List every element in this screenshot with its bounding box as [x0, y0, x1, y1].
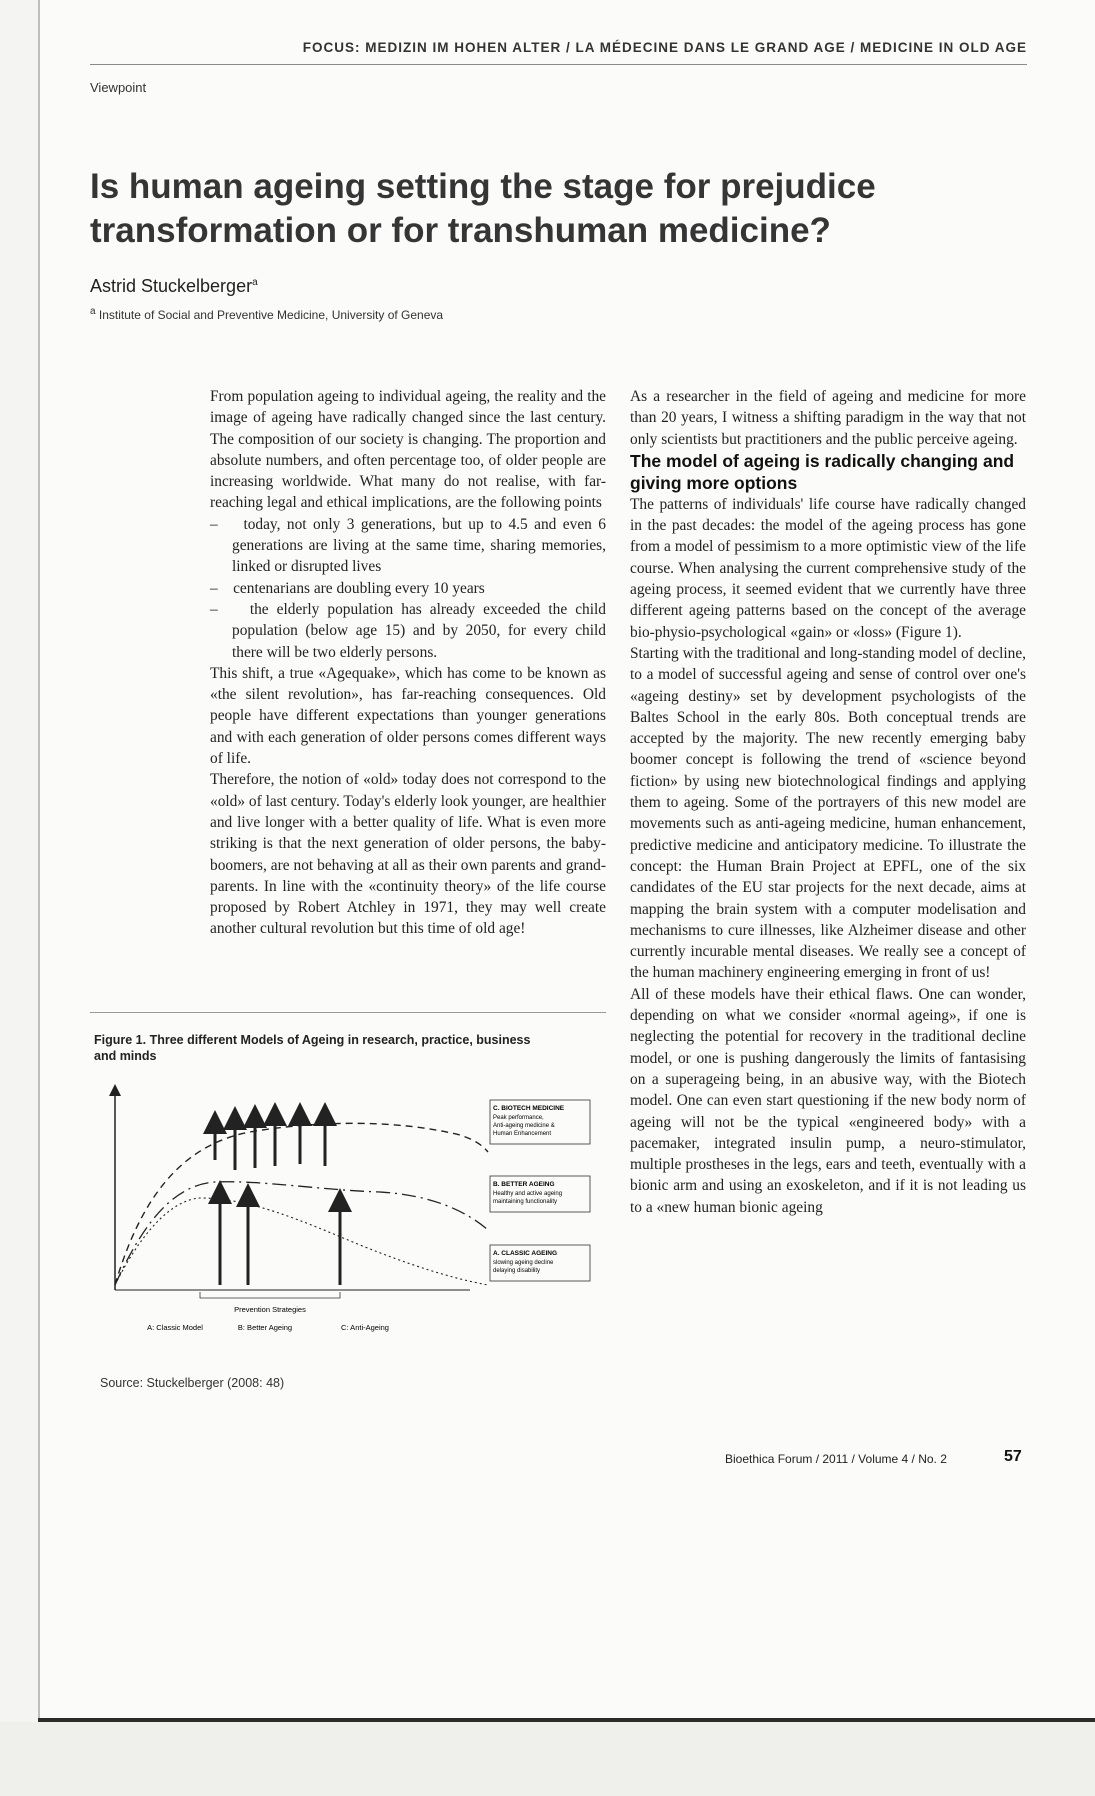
curve-better	[115, 1182, 488, 1285]
label-b-title: B. BETTER AGEING	[493, 1181, 555, 1188]
paragraph: The patterns of individuals' life course have radically changed in the past decades: the model of the ageing process has gone from a model of pessimism to a more optimistic view of the life course. When analysing the current comprehensive study of the ageing process, it seemed evident that we currently have three different ageing patterns based on the concept of the average bio-physio-psychological «gain» or «loss» (Figure 1).	[630, 495, 1026, 641]
section-heading: The model of ageing is radically changing and giving more options	[630, 450, 1015, 493]
paragraph: This shift, a true «Agequake», which has come to be known as «the silent revolution», has far-reaching consequences. Old people have different expectations than younger generations and with each generation of older persons comes different ways of life.	[210, 664, 606, 768]
label-a-text: slowing ageing decline	[493, 1260, 554, 1266]
label-a-text: delaying disability	[493, 1268, 541, 1274]
bullet-text: centenarians are doubling every 10 years	[233, 579, 485, 597]
label-c-text: Human Enhancement	[493, 1131, 552, 1137]
ageing-models-diagram	[100, 1080, 600, 1370]
scan-background	[0, 1722, 1095, 1796]
bullet-text: the elderly population has already exceeded the child population (below age 15) and by 2050, for every child there will be two elderly persons.	[232, 600, 606, 661]
label-b-text: maintaining functionality	[493, 1199, 558, 1205]
left-column	[210, 386, 606, 940]
figure-divider	[90, 1012, 606, 1013]
section-label: Viewpoint	[90, 80, 147, 95]
model-b-label: B: Better Ageing	[237, 1323, 293, 1332]
label-a-title: A. CLASSIC AGEING	[493, 1250, 558, 1257]
author-name	[90, 276, 258, 297]
label-c-text: Peak performance,	[493, 1115, 544, 1121]
prevention-bracket	[200, 1292, 340, 1298]
page-number: 57	[1004, 1448, 1022, 1465]
label-c-text: Anti-ageing medicine &	[493, 1123, 555, 1129]
paragraph: Therefore, the notion of «old» today does not correspond to the «old» of last century. Today's elderly look younger, are healthier and live longer with a better quality of life. What is even more striking is that the next generation of older persons, the baby-boomers, are not behaving at all as their own parents and grand-parents. In line with the «continuity theory» of the life course proposed by Robert Atchley in 1971, they may well create another cultural revolution but this time of old age!	[210, 771, 606, 938]
bullet-item: – centenarians are doubling every 10 years	[210, 579, 485, 597]
label-c-title: C. BIOTECH MEDICINE	[493, 1105, 565, 1112]
author-mark: a	[252, 277, 258, 288]
prevention-arrows	[215, 1114, 340, 1285]
author-affiliation	[90, 306, 443, 322]
paragraph: All of these models have their ethical flaws. One can wonder, depending on what we consider «normal ageing», if one is neglecting the potential for recovery in the traditional decline model, or one is pushing dangerously the limits of fantasising on a superageing being, in an abusive way, with the Biotech model. One can even start questioning if the new body norm of ageing will not be the typical «engineered body» with a pacemaker, integrated insulin pump, a neuro-stimulator, multiple prostheses in the legs, ears and teeth, eventually with a bionic arm and using an exoskeleton, and if it is not leading us to a «new human bionic ageing	[630, 985, 1026, 1216]
model-c-label: C: Anti-Ageing	[341, 1323, 389, 1332]
paragraph: As a researcher in the field of ageing and medicine for more than 20 years, I witness a shifting paradigm in the way that not only scientists but practitioners and the public perceive ageing.	[630, 388, 1026, 448]
right-column	[630, 386, 1026, 1218]
model-a-label: A: Classic Model	[147, 1323, 203, 1332]
page-edge	[38, 0, 40, 1722]
figure-caption: Figure 1. Three different Models of Ageing in research, practice, business and minds	[94, 1033, 531, 1063]
author-text: Astrid Stuckelberger	[90, 276, 253, 296]
article-title: Is human ageing setting the stage for prejudice transformation or for transhuman medicine?	[90, 167, 876, 250]
paragraph: Starting with the traditional and long-standing model of decline, to a model of successful ageing and sense of control over one's «ageing destiny» set by development psychologists of the Baltes School in the early 80s. Both conceptual trends are accepted by the majority. The new recently emerging baby boomer concept is following the trend of «science beyond fiction» by using new biotechnological findings and applying them to ageing. Some of the portrayers of this new model are movements such as anti-ageing medicine, human enhancement, predictive medicine and anticipatory medicine. To illustrate the concept: the Human Brain Project at EPFL, one of the six candidates of the EU star projects for the next decade, aims at mapping the brain system with a computer modelisation and mechanisms to cure illnesses, like Alzheimer disease and other currently incurable mental diseases. We really see a concept of the human machinery engineering emerging in front of us!	[630, 644, 1026, 982]
journal-footer: Bioethica Forum / 2011 / Volume 4 / No. 2	[725, 1452, 947, 1466]
bullet-item: – the elderly population has already exceeded the child population (below age 15) and by 2050, for every child there will be two elderly persons.	[210, 600, 606, 661]
paragraph: From population ageing to individual ageing, the reality and the image of ageing have radically changed since the last century. The composition of our society is changing. The proportion and absolute numbers, and often percentage too, of older people are increasing worldwide. What many do not realise, with far-reaching legal and ethical implications, are the following points	[210, 388, 606, 512]
bullet-item: – today, not only 3 generations, but up to 4.5 and even 6 generations are living at the same time, sharing memories, linked or disrupted lives	[210, 515, 606, 576]
curve-classic	[115, 1198, 488, 1285]
affiliation-text: Institute of Social and Preventive Medicine, University of Geneva	[98, 308, 444, 322]
affiliation-mark: a	[90, 306, 96, 317]
header-divider	[90, 64, 1027, 65]
prevention-label: Prevention Strategies	[234, 1305, 306, 1314]
focus-header: FOCUS: MEDIZIN IM HOHEN ALTER / LA MÉDECINE DANS LE GRAND AGE / MEDICINE IN OLD AGE	[302, 40, 1027, 55]
bullet-text: today, not only 3 generations, but up to 4.5 and even 6 generations are living at the same time, sharing memories, linked or disrupted lives	[232, 515, 606, 576]
figure-source: Source: Stuckelberger (2008: 48)	[100, 1376, 285, 1390]
label-b-text: Healthy and active ageing	[493, 1191, 563, 1197]
